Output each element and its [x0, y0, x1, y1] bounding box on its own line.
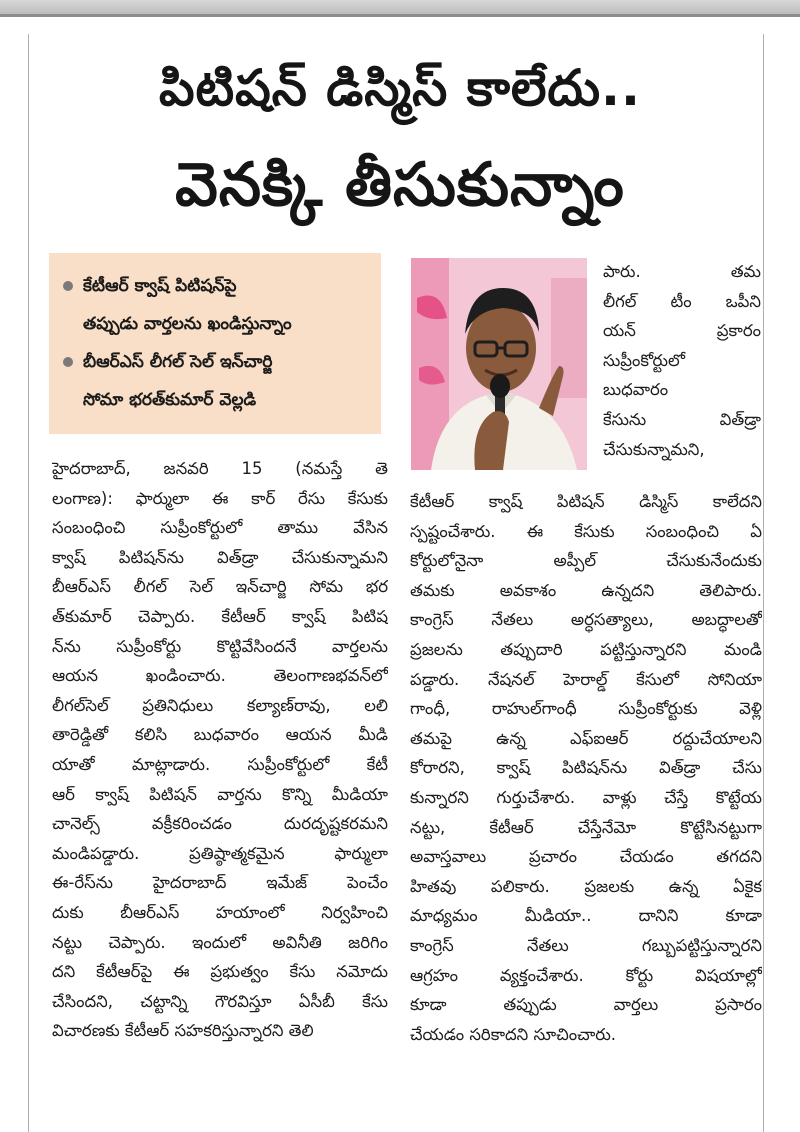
- highlight-line: తప్పుడు వార్తలను ఖండిస్తున్నాం: [83, 314, 292, 334]
- article-line: మాధ్యమం మీడియా.. దానిని కూడా: [410, 906, 762, 926]
- bullet-icon: [63, 357, 73, 367]
- article-line: ప్రజలను తప్పుదారి పట్టిస్తున్నారని మండి: [410, 639, 762, 659]
- highlight-item: [61, 267, 371, 343]
- article-line: తమకు అవకాశం ఉన్నదని తెలిపారు.: [410, 580, 762, 600]
- article-line: హైదరాబాద్, జనవరి 15 (నమస్తే తె: [52, 459, 388, 478]
- article-line: లంగాణ): ఫార్ములా ఈ కార్ రేసు కేసుకు: [52, 488, 388, 508]
- highlight-item: [61, 343, 371, 419]
- article-line: కేటీఆర్ క్వాష్ పిటిషన్ డిస్మిస్ కాలేదని: [410, 492, 762, 511]
- highlights-box: [49, 253, 381, 434]
- article-line: గాంధీ, రాహుల్‌గాంధీ సుప్రీంకోర్టుకు వెళ్లి: [410, 699, 762, 719]
- article-line: ఆర్ క్వాష్ పిటిషన్ వార్తను కొన్ని మీడియా: [52, 784, 388, 804]
- article-line: త్‌కుమార్ చెప్పారు. కేటీఆర్ క్వాష్ పిటిష: [52, 606, 388, 626]
- headline-line-1: పిటిషన్ డిస్మిస్ కాలేదు..: [158, 59, 642, 117]
- article-right-top-column: [603, 257, 761, 464]
- article-left-column: [52, 454, 388, 1046]
- article-line: బుధవారం: [603, 380, 669, 400]
- article-line: పడ్డారు. నేషనల్ హెరాల్డ్ కేసులో సోనియా: [410, 669, 762, 689]
- article-line: లీగల్ టీం ఒపీని: [603, 291, 761, 311]
- article-line: చేయడం సరికాదని సూచించారు.: [410, 1024, 617, 1044]
- article-line: అవాస్తవాలు ప్రచారం చేయడం తగదని: [410, 847, 762, 867]
- headline-line-2: వెనక్కి తీసుకున్నాం: [175, 150, 625, 220]
- article-line: కాంగ్రెస్ నేతలు గబ్బుపట్టిస్తున్నారని: [410, 935, 762, 955]
- article-line: యాతో మాట్లాడారు. సుప్రీంకోర్టులో కేటీ: [52, 754, 388, 774]
- top-rule: [0, 0, 800, 17]
- article-line: కూడా తప్పుడు వార్తలు ప్రసారం: [410, 995, 762, 1015]
- article-line: నట్టు, కేటీఆర్ చేస్తేనేమో కొట్టేసినట్టుగా: [410, 817, 762, 837]
- article-line: తమపై ఉన్న ఎఫ్ఐఆర్ రద్దుచేయాలని: [410, 728, 762, 748]
- article-line: యన్ ప్రకారం: [603, 321, 761, 341]
- article-line: హితవు పలికారు. ప్రజలకు ఉన్న ఏకైక: [410, 876, 762, 896]
- article-line: దుకు బీఆర్ఎస్ హయాంలో నిర్వహించి: [52, 902, 388, 922]
- speaker-photo: [411, 258, 587, 470]
- bullet-icon: [63, 281, 73, 291]
- article-line: ఆయన ఖండించారు. తెలంగాణభవన్‌లో: [52, 666, 388, 686]
- article-line: క్వాష్ పిటిషన్‌ను విత్‌డ్రా చేసుకున్నామని: [52, 547, 388, 567]
- article-line: నట్టు చెప్పారు. ఇందులో అవినీతి జరిగిం: [52, 932, 388, 952]
- speaker-photo-art: [411, 258, 587, 470]
- article-line: తారెడ్డితో కలిసి బుధవారం ఆయన మీడి: [52, 725, 388, 745]
- article-line: విచారణకు కేటీఆర్ సహకరిస్తున్నారని తెలి: [52, 1021, 314, 1041]
- article-line: సుప్రీంకోర్టులో: [603, 350, 685, 370]
- article-line: కేసును విత్‌డ్రా: [603, 409, 761, 429]
- article-line: దని కేటీఆర్‌పై ఈ ప్రభుత్వం కేసు నమోదు: [52, 962, 388, 982]
- article-line: బీఆర్ఎస్ లీగల్ సెల్ ఇన్‌చార్జి సోమ భర: [52, 577, 388, 597]
- article-line: స్పష్టంచేశారు. ఈ కేసుకు సంబంధించి ఏ: [410, 521, 762, 541]
- article-line: చానెల్స్ వక్రీకరించడం దురదృష్టకరమని: [52, 814, 388, 834]
- article-line: చేసిందని, చట్టాన్ని గౌరవిస్తూ ఏసీబీ కేసు: [52, 991, 388, 1011]
- article-line: లీగల్‌సెల్ ప్రతినిధులు కల్యాణ్‌రావు, లలి: [52, 695, 388, 715]
- article-line: కున్నారని గుర్తుచేశారు. వాళ్లు చేస్తే కొట్టేయ: [410, 787, 762, 807]
- highlight-line: కేటీఆర్ క్వాష్ పిటిషన్‌పై: [83, 276, 237, 296]
- article-line: పారు. తమ: [603, 262, 761, 281]
- article-line: న్‌ను సుప్రీంకోర్టు కొట్టివేసిందనే వార్తలను: [52, 636, 388, 656]
- article-line: చేసుకున్నామని,: [603, 439, 705, 459]
- article-right-column: [410, 487, 762, 1049]
- article-line: కాంగ్రెస్ నేతలు అర్ధసత్యాలు, అబద్ధాలతో: [410, 610, 762, 630]
- highlight-line: బీఆర్ఎస్ లీగల్ సెల్ ఇన్‌చార్జి: [83, 352, 273, 372]
- highlight-line: సోమా భరత్‌కుమార్ వెల్లడి: [83, 390, 257, 410]
- article-line: కోర్టులోనైనా అప్పీల్ చేసుకునేందుకు: [410, 551, 762, 571]
- article-line: సంబంధించి సుప్రీంకోర్టులో తాము వేసిన: [52, 518, 388, 538]
- article-line: మండిపడ్డారు. ప్రతిష్ఠాత్మకమైన ఫార్ములా: [52, 843, 388, 863]
- article-line: ఆగ్రహం వ్యక్తంచేశారు. కోర్టు విషయాల్లో: [410, 965, 762, 985]
- article-line: కోరారని, క్వాష్ పిటిషన్‌ను విత్‌డ్రా చేసు: [410, 758, 762, 778]
- article-line: ఈ-రేస్‌ను హైదరాబాద్ ఇమేజ్ పెంచేం: [52, 873, 388, 893]
